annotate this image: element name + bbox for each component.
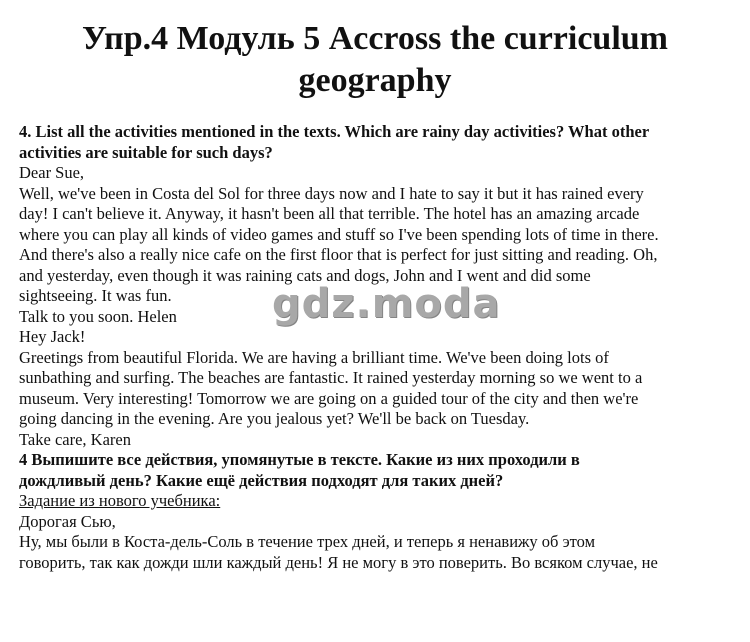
task-en-line-2: activities are suitable for such days? — [19, 142, 273, 162]
letter2-signoff: Take care, Karen — [19, 429, 131, 449]
letter2-greeting: Hey Jack! — [19, 327, 86, 346]
letter1-line: And there's also a really nice cafe on the first floor that is perfect for just sitting and reading. Oh, — [19, 245, 658, 264]
letter1-line: day! I can't believe it. Anyway, it hasn't been all that terrible. The hotel has an amazing arcade — [19, 204, 640, 223]
letter2-line: sunbathing and surfing. The beaches are fantastic. It rained yesterday morning so we went to a — [19, 368, 643, 387]
document-body — [19, 122, 735, 573]
letter1-line: where you can play all kinds of video games and stuff so I've been spending lots of time in there. — [19, 224, 659, 244]
letter1-line: and yesterday, even though it was raining cats and dogs, John and I went and did some — [19, 265, 591, 285]
letter1-line: Well, we've been in Costa del Sol for three days now and I hate to say it but it has rained every — [19, 183, 644, 203]
task-ru-line-1: 4 Выпишите все действия, упомянутые в тексте. Какие из них проходили в — [19, 450, 580, 469]
translation-line: говорить, так как дожди шли каждый день! Я не могу в это поверить. Во всяком случае, не — [19, 552, 658, 572]
translation-line: Ну, мы были в Коста-дель-Соль в течение трех дней, и теперь я ненавижу об этом — [19, 532, 596, 551]
letter2-line: going dancing in the evening. Are you jealous yet? We'll be back on Tuesday. — [19, 409, 530, 428]
translation-greeting: Дорогая Сью, — [19, 511, 116, 531]
page-title — [0, 18, 750, 102]
letter1-line: sightseeing. It was fun. — [19, 286, 172, 305]
letter1-signoff: Talk to you soon. Helen — [19, 306, 177, 326]
title-line-2: geography — [298, 62, 452, 99]
task-en-line-1: 4. List all the activities mentioned in the texts. Which are rainy day activities? What other — [19, 122, 650, 141]
letter2-line: museum. Very interesting! Tomorrow we are going on a guided tour of the city and then we're — [19, 388, 639, 408]
watermark-logo: gdz.moda — [272, 281, 501, 327]
letter1-greeting: Dear Sue, — [19, 163, 85, 182]
title-line-1: Упр.4 Модуль 5 Accross the curriculum — [81, 20, 669, 57]
task-ru-line-2: дождливый день? Какие ещё действия подходят для таких дней? — [19, 470, 504, 490]
new-textbook-label: Задание из нового учебника: — [19, 491, 221, 510]
letter2-line: Greetings from beautiful Florida. We are having a brilliant time. We've been doing lots of — [19, 347, 609, 367]
